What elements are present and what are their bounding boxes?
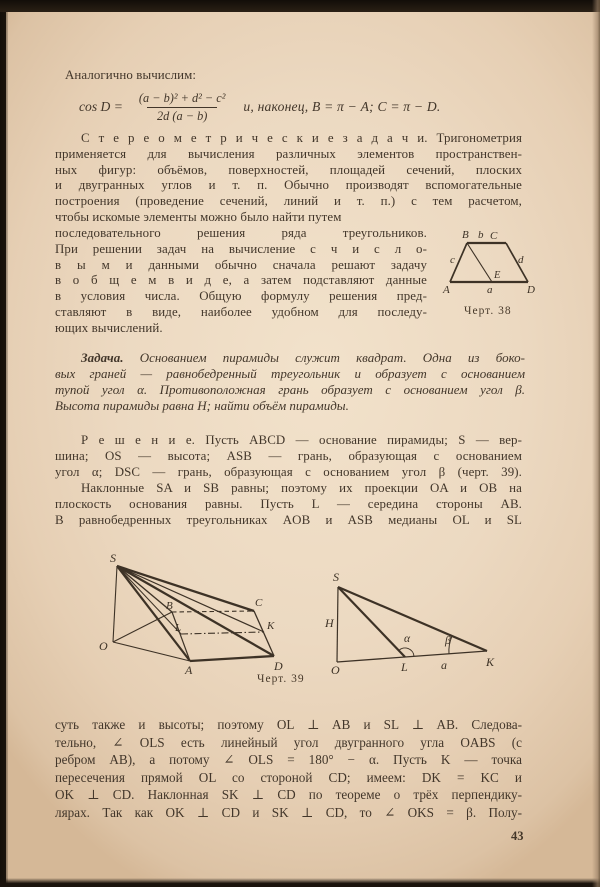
fig38-label-B <box>462 229 469 241</box>
fig38-label-c <box>450 254 455 266</box>
text-line: последовательного решения ряда треугольников. <box>55 226 427 240</box>
fig39-left-label-B <box>166 600 173 612</box>
fig39-left-diagram <box>113 566 274 661</box>
text-line: в ы м и данными обычно сначала решают задачу <box>55 257 427 272</box>
figure-38-caption: Черт. 38 <box>464 305 512 317</box>
paragraph-closing <box>55 716 522 821</box>
fig39-left-label-A <box>184 663 193 677</box>
page-number: 43 <box>511 829 524 843</box>
text-line: тельно, ∠ OLS есть линейный угол двугранного угла OABS (с <box>55 734 522 750</box>
figure-38-trapezoid <box>440 226 558 298</box>
text-line: лярах. Так как OK ⊥ CD и SK ⊥ CD, то ∠ OKS = β. Полу- <box>55 804 522 820</box>
fig39-right-label-alpha <box>404 633 411 645</box>
text-line: и двугранных углов и т. п. Обычно производят вспомогательные <box>55 178 522 193</box>
formula-fraction <box>135 91 230 122</box>
text-line: ребром AB), а потому ∠ OLS = 180° − α. Пусть K — точка <box>55 752 522 767</box>
intro-lead-text: Аналогично вычислим: <box>65 68 197 82</box>
text-line: применяется для вычисления различных элементов пространствен- <box>55 146 522 161</box>
fig39-right-label-beta <box>444 635 451 647</box>
paragraph-task <box>55 350 525 414</box>
fig39-right-label-S <box>333 570 339 584</box>
text-line: пересечения прямой OL со стороной CD; имеем: DK = KC и <box>55 769 522 785</box>
scan-edge-right <box>592 0 600 887</box>
text-line: ных фигур: объёмов, поверхностей, площадей сечений, плоских <box>55 162 522 177</box>
text-line: чтобы искомые элементы можно было найти путем <box>55 209 342 224</box>
text-line: ющих вычислений. <box>55 320 163 335</box>
fig39-left-label-L <box>174 622 181 634</box>
fig38-label-E <box>493 270 501 281</box>
text-line: суть также и высоты; поэтому OL ⊥ AB и SL ⊥ AB. Следова- <box>55 717 522 732</box>
figure-39-caption: Черт. 39 <box>257 673 305 685</box>
formula-lhs: cos D = <box>79 99 123 114</box>
fig38-label-d <box>518 254 524 266</box>
fig38-label-D <box>526 284 535 296</box>
text-line: шина; OS — высота; ASB — грань, образующая с основанием <box>55 449 522 464</box>
fig38-label-A <box>442 284 450 296</box>
task-heading: Задача. <box>81 350 124 365</box>
paragraph-stereo-narrow <box>55 226 427 337</box>
fig39-right-label-K <box>485 655 495 669</box>
text-line: плоскость основания равны. Пусть L — середина стороны AB. <box>55 497 522 512</box>
scan-edge-left-shadow <box>0 0 8 887</box>
text-line: Наклонные SA и SB равны; поэтому их проекции OA и OB на <box>81 481 522 496</box>
text-line: в условия числа. Общую формулу решения пред- <box>55 289 427 304</box>
scan-edge-bottom <box>0 878 600 887</box>
paragraph-solution <box>55 432 522 528</box>
text-line: вых граней — равнобедренный треугольник и образует с основанием <box>55 366 525 382</box>
text-line: угол α; DSC — грань, образующая с основанием угол β (черт. 39). <box>55 465 522 480</box>
text-line: построения (проведение сечений, линий и т. п.) с тем расчетом, <box>55 194 522 209</box>
fig39-left-label-S <box>110 551 116 565</box>
paragraph-stereo-wide <box>55 131 522 226</box>
fig39-right-diagram <box>337 587 487 662</box>
text-line: Высота пирамиды равна H; найти объём пирамиды. <box>55 398 349 414</box>
formula-denominator: 2d (a − b) <box>147 107 217 123</box>
cos-d-formula <box>79 87 440 127</box>
text-line <box>55 350 525 366</box>
fig38-label-C <box>490 230 498 242</box>
fig38-label-b <box>478 229 484 241</box>
text-line: В равнобедренных треугольниках AOB и ASB медианы OL и SL <box>55 513 522 528</box>
fig39-right-label-L <box>400 660 408 674</box>
fig39-left-label-O <box>99 639 108 653</box>
text-line: Р е ш е н и е. Пусть ABCD — основание пирамиды; S — вер- <box>81 433 522 447</box>
fig39-right-label-a <box>441 658 447 672</box>
task-line-rest: Основанием пирамиды служит квадрат. Одна из боко- <box>139 350 525 365</box>
fig39-left-label-C <box>255 597 263 609</box>
formula-numerator: (a − b)² + d² − c² <box>138 91 226 106</box>
text-line: ставляют в виде, наиболее удобном для последу- <box>55 304 427 319</box>
formula-rhs: и, наконец, B = π − A; C = π − D. <box>243 99 441 114</box>
fig39-right-label-O <box>331 663 340 677</box>
fig39-right-label-H <box>324 616 335 630</box>
text-line: тупой угол α. Противоположная грань образует с основанием угол β. <box>55 382 525 398</box>
fig39-left-label-D <box>273 659 283 673</box>
text-line: OK ⊥ CD. Наклонная SK ⊥ CD по теореме о трёх перпендику- <box>55 787 522 802</box>
fig39-left-label-K <box>266 620 275 632</box>
scan-edge-top <box>0 0 600 12</box>
text-line: При решении задач на вычисление с ч и с л о- <box>55 241 427 256</box>
text-line: в о б щ е м в и д е, а затем подставляют данные <box>55 273 427 288</box>
fig38-label-a <box>487 284 493 296</box>
text-line: С т е р е о м е т р и ч е с к и е з а д а ч и. Тригонометрия <box>81 131 522 145</box>
figure-39-diagrams <box>90 550 560 690</box>
